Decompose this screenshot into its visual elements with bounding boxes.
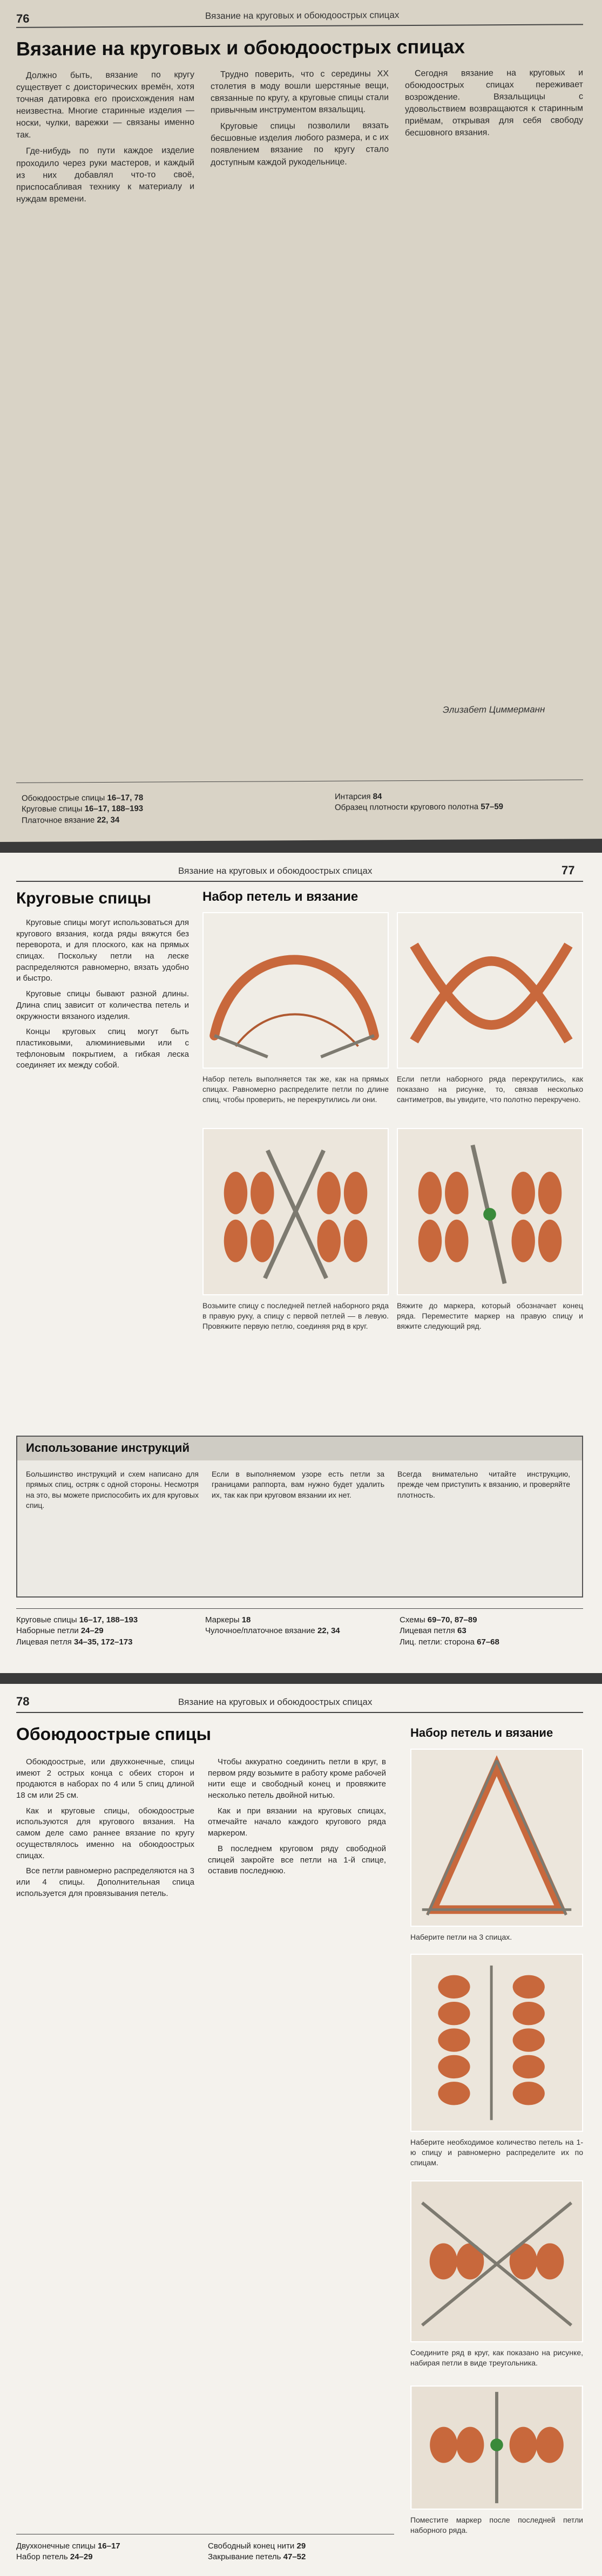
caption: Соедините ряд в круг, как показано на рисунке, набирая петли в виде треугольника. <box>410 2348 583 2367</box>
ref-item: Лицевая петля 63 <box>400 1626 466 1636</box>
instructions-col-2: Если в выполняемом узоре есть петли за границами раппорта, вам нужно будет удалить их, так как при круговом вязании их нет. <box>212 1470 384 1499</box>
page-78 <box>0 1684 602 2576</box>
caption: Если петли наборного ряда перекрутились, как показано на рисунке, то, связав несколько сантиметров, вы увидите, что полотно перекручено. <box>397 1075 583 1104</box>
caption: Набор петель выполняется так же, как на прямых спицах. Равномерно распределите петли по длине спиц, чтобы проверить, не перекрутились ли они. <box>202 1075 389 1104</box>
caption: Поместите маркер после последней петли наборного ряда. <box>410 2516 583 2534</box>
cross-references-left <box>16 1615 200 1648</box>
ref-item: Лицевая петля 34–35, 172–173 <box>16 1637 133 1647</box>
footer-rule <box>16 1608 583 1609</box>
text-column-3 <box>405 67 583 144</box>
instructions-col-1: Большинство инструкций и схем написано для прямых спиц, остряк с одной стороны. Несмотря на это, вы можете приспособить их для круговых спиц. <box>26 1470 199 1510</box>
instructions-title: Использование инструкций <box>17 1437 582 1460</box>
instructions-col-3: Всегда внимательно читайте инструкцию, прежде чем приступить к вязанию, и проверяйте плотность. <box>397 1470 570 1499</box>
paragraph: В последнем круговом ряду свободной спицей закройте все петли на 1-й спице, оставив последнюю. <box>208 1844 386 1876</box>
header-rule <box>16 881 583 882</box>
ref-item: Набор петель 24–29 <box>16 2552 93 2562</box>
header-rule <box>16 1712 583 1713</box>
ref-item: Образец плотности кругового полотна 57–59 <box>335 802 504 813</box>
page-number: 76 <box>16 11 30 25</box>
paragraph: Как и круговые спицы, обоюдоострые используются для кругового вязания. На самом деле само раннее вязание по кругу осуществлялось именно на обоюдоострых спицах. <box>16 1806 194 1860</box>
text-column-1 <box>16 69 194 210</box>
ref-item: Маркеры 18 <box>205 1615 251 1625</box>
ref-item: Обоюдоострые спицы 16–17, 78 <box>22 793 144 803</box>
ref-item: Круговые спицы 16–17, 188–193 <box>22 804 144 814</box>
section-title: Набор петель и вязание <box>410 1726 553 1739</box>
paragraph: Круговые спицы могут использоваться для кругового вязания, когда ряды вяжутся без переворота, и для плоского, как на прямых спицах. Поскольку петли на леске распределяются равномерно, вязать удобно и быстро. <box>16 918 189 983</box>
text-column-2 <box>208 1757 386 1881</box>
photo-marker-dpn <box>410 2385 583 2510</box>
page-title: Вязание на круговых и обоюдоострых спицах <box>16 35 465 60</box>
paragraph: Концы круговых спиц могут быть пластиковыми, алюминиевыми или с тефлоновым покрытием, а гибкая леска соединяет их между собой. <box>16 1027 189 1070</box>
page-number: 78 <box>16 1695 30 1708</box>
photo-cast-on <box>202 912 389 1069</box>
paragraph: Круговые спицы бывают разной длины. Длина спиц зависит от количества петель и окружности вязаного изделия. <box>16 989 189 1021</box>
footer-rule <box>16 779 583 783</box>
paragraph: Где-нибудь по пути каждое изделие проходило через руки мастеров, и каждый из них добавлял что-то своё, приспосабливая технику к материалу и нуждам времени. <box>16 146 194 204</box>
photo-twisted-stitches <box>397 912 583 1069</box>
photo-marker <box>397 1128 583 1295</box>
page-77 <box>0 853 602 1673</box>
instructions-box <box>16 1436 583 1598</box>
page-title: Обоюдоострые спицы <box>16 1724 211 1744</box>
running-head: Вязание на круговых и обоюдоострых спицах <box>178 1697 373 1707</box>
ref-item: Свободный конец нити 29 <box>208 2541 306 2551</box>
ref-item: Интарсия 84 <box>335 792 382 801</box>
ref-item: Платочное вязание 22, 34 <box>22 815 120 825</box>
paragraph: Обоюдоострые, или двухконечные, спицы имеют 2 острых конца с обеих сторон и продаются в наборах по 4 или 5 спиц длиной 18 см или 25 см. <box>16 1757 194 1800</box>
cross-references-left <box>22 792 281 826</box>
paragraph: Сегодня вязание на круговых и обоюдоострых спицах переживает возрождение. Вязальщицы с удовольствием возвращаются к старинным приёмам, открывая для себя свободу бесшовного вязания. <box>405 68 583 138</box>
ref-item: Круговые спицы 16–17, 188–193 <box>16 1615 138 1625</box>
marker-dpn-illustration <box>411 2387 582 2509</box>
needles-loop-illustration <box>204 913 388 1068</box>
ref-item: Схемы 69–70, 87–89 <box>400 1615 477 1625</box>
caption: Наберите петли на 3 спицах. <box>410 1933 512 1941</box>
marker-illustration <box>398 1129 582 1294</box>
text-column-1 <box>16 1757 194 1904</box>
caption: Наберите необходимое количество петель на 1-ю спицу и равномерно распределите их по спицам. <box>410 2138 583 2167</box>
paragraph: Круговые спицы позволили вязать бесшовные изделия любого размера, и с их появлением вязание по кругу стало доступным каждой рукодельнице. <box>211 121 389 167</box>
section-title: Набор петель и вязание <box>202 889 359 904</box>
running-head: Вязание на круговых и обоюдоострых спицах <box>205 10 400 22</box>
running-head: Вязание на круговых и обоюдоострых спицах <box>178 866 373 876</box>
triangle-needles-illustration <box>411 1750 582 1926</box>
text-column-2 <box>211 68 389 173</box>
photo-dpn-triangle <box>410 1749 583 1927</box>
cross-references-right <box>400 1615 583 1648</box>
cast-on-dpn-illustration <box>411 1955 582 2131</box>
caption: Вяжите до маркера, который обозначает конец ряда. Переместите маркер на правую спицу и вяжите следующий ряд. <box>397 1301 583 1330</box>
ref-item: Наборные петли 24–29 <box>16 1626 104 1636</box>
page-number: 77 <box>562 864 575 877</box>
ref-item: Закрывание петель 47–52 <box>208 2552 306 2562</box>
paragraph: Чтобы аккуратно соединить петли в круг, в первом ряду возьмите в работу кроме рабочей нити еще и свободный конец и провяжите несколько петель двойной нитью. <box>208 1757 386 1800</box>
page-76 <box>0 0 602 842</box>
photo-join-round <box>202 1128 389 1295</box>
photo-join-triangle <box>410 2180 583 2342</box>
paragraph: Как и при вязании на круговых спицах, отмечайте начало каждого кругового ряда маркером. <box>208 1806 386 1838</box>
ref-item: Лиц. петли: сторона 67–68 <box>400 1637 499 1647</box>
paragraph: Все петли равномерно распределяются на 3 или 4 спицы. Дополнительная спица используется для провязывания петель. <box>16 1866 194 1898</box>
cross-references-right <box>208 2541 391 2563</box>
photo-cast-on-dpn <box>410 1954 583 2132</box>
header-rule <box>16 24 583 28</box>
ref-item: Двухконечные спицы 16–17 <box>16 2541 120 2551</box>
ref-item: Чулочное/платочное вязание 22, 34 <box>205 1626 340 1636</box>
join-round-illustration <box>204 1129 388 1294</box>
paragraph: Должно быть, вязание по кругу существует с доисторических времён, хотя точная датировка его происхождения нам неизвестна. Многие старинные изделия — носки, чулки, варежки — связаны именно так. <box>16 70 194 140</box>
cross-references-right <box>335 790 583 813</box>
text-column <box>16 917 189 1076</box>
caption: Возьмите спицу с последней петлей наборного ряда в правую руку, а спицу с первой петлей — в левую. Провяжите первую петлю, соединяя ряд в круг. <box>202 1301 389 1330</box>
paragraph: Трудно поверить, что с середины XX столетия в моду вошли шерстяные вещи, связанные по кругу, а круговые спицы стали привычным инструментом вязальщиц. <box>211 69 389 115</box>
author-signature: Элизабет Циммерманн <box>443 704 545 715</box>
twisted-loop-illustration <box>398 913 582 1068</box>
join-triangle-illustration <box>411 2181 582 2341</box>
page-title: Круговые спицы <box>16 889 151 907</box>
cross-references-middle <box>205 1615 389 1637</box>
cross-references-left <box>16 2541 194 2563</box>
